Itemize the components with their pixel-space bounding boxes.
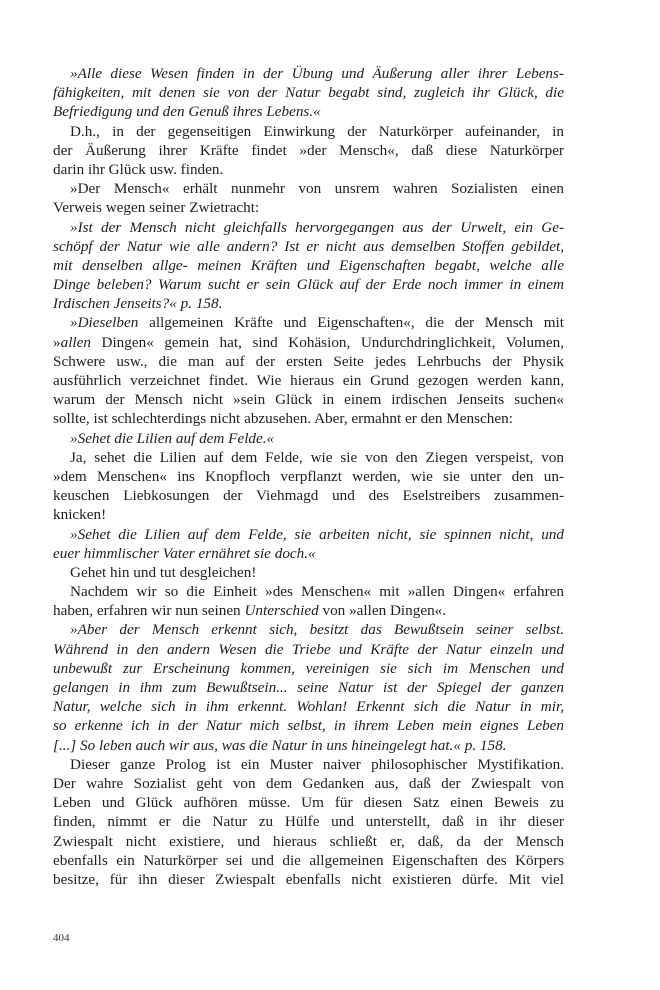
italic-text-span: euer himmlischer Vater ernähret sie doch.«	[53, 544, 316, 562]
text-span: finden, nimmt er die Natur zu Hülfe und unterstellt, daß in ihr dieser	[53, 813, 564, 831]
text-line	[53, 486, 564, 505]
text-line	[53, 352, 564, 371]
text-line	[53, 659, 564, 678]
text-line	[53, 198, 564, 217]
text-line	[53, 582, 564, 601]
text-line	[53, 736, 564, 755]
italic-text-span: Dinge beleben? Warum sucht er sein Glück auf der Erde noch immer in einem	[53, 276, 564, 294]
italic-text-span: »Sehet die Lilien auf dem Felde, sie arbeiten nicht, sie spinnen nicht, und	[70, 525, 564, 543]
text-line	[53, 755, 564, 774]
text-span: Schwere usw., die man auf der ersten Seite jedes Lehrbuchs der Physik	[53, 352, 564, 370]
text-line	[53, 812, 564, 831]
text-span: ebenfalls ein Naturkörper sei und die allgemeinen Eigenschaften des Körpers	[53, 851, 564, 869]
text-line	[53, 851, 564, 870]
italic-text-span: »Aber der Mensch erkennt sich, besitzt das Bewußtsein seiner selbst.	[70, 621, 564, 639]
text-line	[53, 160, 564, 179]
text-span: Der wahre Sozialist geht von dem Gedanken aus, daß der Zwiespalt von	[53, 774, 564, 792]
text-span: haben, erfahren wir nun seinen	[53, 602, 245, 620]
italic-text-span: Unterschied	[244, 602, 319, 620]
page-number: 404	[53, 932, 70, 944]
text-line	[53, 141, 564, 160]
text-line	[53, 678, 564, 697]
text-span: allgemeinen Kräfte und Eigenschaften«, die der Mensch mit	[138, 314, 564, 332]
italic-text-span: fähigkeiten, mit denen sie von der Natur begabt sind, zugleich ihr Glück, die	[53, 84, 564, 102]
text-line	[53, 256, 564, 275]
text-line	[53, 774, 564, 793]
text-line	[53, 179, 564, 198]
italic-text-span: Irdischen Jenseits?« p. 158.	[53, 295, 223, 313]
text-span: »dem Menschen« ins Knopfloch verpflanzt werden, wie sie unter den un-	[53, 467, 564, 485]
text-line	[53, 716, 564, 735]
body-text	[53, 64, 564, 889]
text-span: ausführlich verzeichnet findet. Wie hieraus ein Grund gezogen werden kann,	[53, 372, 564, 389]
text-span: Leben und Glück aufhören müsse. Um für diesen Satz einen Beweis zu	[53, 794, 564, 812]
text-span: »	[53, 333, 61, 351]
text-span: »Der Mensch« erhält nunmehr von unsrem wahren Sozialisten einen	[70, 180, 564, 198]
text-span: sollte, ist schlechterdings nicht abzusehen. Aber, ermahnt er den Menschen:	[53, 410, 513, 428]
italic-text-span: Befriedigung und den Genuß ihres Lebens.«	[53, 103, 321, 121]
text-line	[53, 467, 564, 486]
text-span: Dingen« gemein hat, sind Kohäsion, Undurchdringlichkeit, Volumen,	[90, 333, 564, 351]
text-span: der Äußerung ihrer Kräfte findet »der Mensch«, daß diese Naturkörper	[53, 141, 564, 159]
italic-text-span: schöpf der Natur wie alle andern? Ist er nicht aus demselben Stoffen gebildet,	[53, 237, 564, 255]
text-line	[53, 218, 564, 237]
text-line	[53, 448, 564, 467]
text-span: Nachdem wir so die Einheit »des Menschen« mit »allen Dingen« erfahren	[70, 583, 564, 601]
text-line	[53, 601, 564, 620]
text-line	[53, 870, 564, 889]
text-line	[53, 505, 564, 524]
text-span: Verweis wegen seiner Zwietracht:	[53, 199, 260, 217]
text-line	[53, 697, 564, 716]
text-span: D.h., in der gegenseitigen Einwirkung der Naturkörper aufeinander, in	[70, 122, 564, 140]
text-line	[53, 313, 564, 332]
text-span: keuschen Liebkosungen der Viehmagd und des Eselstreibers zusammen-	[53, 487, 564, 505]
italic-text-span: allen	[60, 333, 91, 351]
text-line	[53, 275, 564, 294]
italic-text-span: »Alle diese Wesen finden in der Übung und Äußerung aller ihrer Lebens-	[70, 65, 564, 82]
text-span: darin ihr Glück usw. finden.	[53, 160, 224, 178]
text-line	[53, 294, 564, 313]
text-span: Dieser ganze Prolog ist ein Muster naiver philosophischer Mystifikation.	[70, 755, 564, 773]
text-span: Ja, sehet die Lilien auf dem Felde, wie sie von den Ziegen verspeist, von	[70, 448, 564, 466]
text-line	[53, 544, 564, 563]
text-line	[53, 620, 564, 639]
text-line	[53, 640, 564, 659]
text-line	[53, 122, 564, 141]
italic-text-span: »Sehet die Lilien auf dem Felde.«	[70, 429, 275, 447]
text-line	[53, 237, 564, 256]
text-line	[53, 429, 564, 448]
text-span: Zwiespalt nicht existiere, und hieraus schließt er, daß, da der Mensch	[53, 832, 564, 850]
text-span: von »allen Dingen«.	[318, 602, 447, 620]
text-line	[53, 371, 564, 390]
text-span: warum der Mensch nicht »sein Glück in einem irdischen Jenseits suchen«	[53, 391, 564, 409]
italic-text-span: so erkenne ich in der Natur mich selbst, in ihrem Leben mein eignes Leben	[53, 717, 564, 735]
text-line	[53, 390, 564, 409]
text-line	[53, 832, 564, 851]
text-span: Gehet hin und tut desgleichen!	[70, 563, 257, 581]
text-line	[53, 83, 564, 102]
italic-text-span: gelangen in ihm zum Bewußtsein... seine Natur ist der Spiegel der ganzen	[53, 679, 564, 696]
italic-text-span: mit denselben allge- meinen Kräften und Eigenschaften begabt, welche alle	[53, 256, 564, 274]
italic-text-span: unbewußt zur Erscheinung kommen, vereinigen sie sich im Menschen und	[53, 659, 564, 677]
italic-text-span: Natur, welche sich in ihm erkennt. Wohlan! Erkennt sich die Natur in mir,	[53, 698, 564, 716]
text-line	[53, 793, 564, 812]
text-span: knicken!	[53, 506, 107, 524]
text-line	[53, 102, 564, 121]
text-line	[53, 409, 564, 428]
text-line	[53, 563, 564, 582]
text-line	[53, 333, 564, 352]
text-span: besitze, für ihn dieser Zwiespalt ebenfalls nicht existieren dürfe. Mit viel	[53, 870, 564, 888]
text-line	[53, 64, 564, 83]
italic-text-span: [...] So leben auch wir aus, was die Natur in uns hineingelegt hat.« p. 158.	[53, 736, 507, 754]
text-line	[53, 525, 564, 544]
italic-text-span: »Ist der Mensch nicht gleichfalls hervorgegangen aus der Urwelt, ein Ge-	[70, 218, 564, 236]
italic-text-span: Während in den andern Wesen die Triebe und Kräfte der Natur einzeln und	[53, 640, 564, 658]
italic-text-span: »Dieselben	[70, 314, 139, 332]
